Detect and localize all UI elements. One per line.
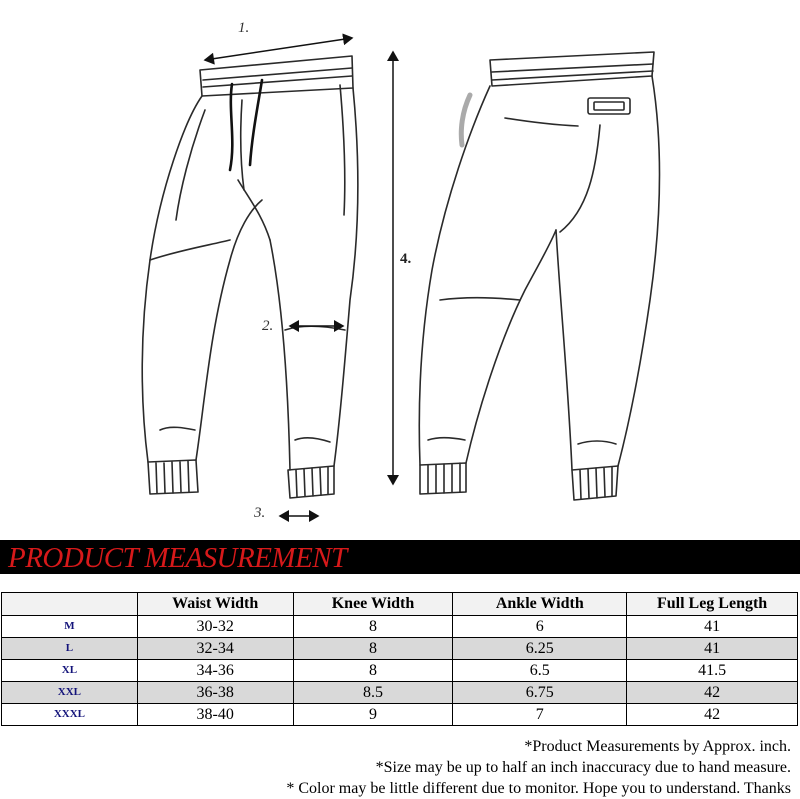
table-row <box>2 682 798 704</box>
waist-cell: 34-36 <box>137 660 293 682</box>
length-cell: 42 <box>627 682 798 704</box>
ankle-cell: 6.5 <box>453 660 627 682</box>
knee-cell: 8.5 <box>293 682 453 704</box>
product-measurement-banner <box>0 540 800 574</box>
length-cell: 41.5 <box>627 660 798 682</box>
size-cell: XXXL <box>2 704 138 726</box>
ankle-cell: 6 <box>453 616 627 638</box>
table-row <box>2 616 798 638</box>
ankle-cell: 6.25 <box>453 638 627 660</box>
header-cell-length: Full Leg Length <box>627 593 798 616</box>
knee-cell: 8 <box>293 616 453 638</box>
measurement-notes <box>286 736 791 799</box>
table-row <box>2 660 798 682</box>
measurement-arrows <box>205 38 393 516</box>
back-view <box>419 52 659 500</box>
front-view <box>142 56 358 498</box>
measure-label-waist: 1. <box>238 20 250 36</box>
size-cell: XXL <box>2 682 138 704</box>
measure-label-ankle: 3. <box>254 505 266 521</box>
header-cell-ankle: Ankle Width <box>453 593 627 616</box>
note-color: * Color may be little different due to monitor. Hope you to understand. Thanks <box>286 780 791 797</box>
ankle-cell: 6.75 <box>453 682 627 704</box>
table-row <box>2 704 798 726</box>
knee-cell: 8 <box>293 638 453 660</box>
note-approx-inch: *Product Measurements by Approx. inch. <box>524 738 791 755</box>
measure-label-length: 4. <box>400 251 412 267</box>
length-cell: 42 <box>627 704 798 726</box>
length-cell: 41 <box>627 616 798 638</box>
note-inaccuracy: *Size may be up to half an inch inaccuracy due to hand measure. <box>375 759 791 776</box>
size-chart-table <box>1 592 798 726</box>
size-cell: L <box>2 638 138 660</box>
waist-cell: 32-34 <box>137 638 293 660</box>
waist-cell: 36-38 <box>137 682 293 704</box>
table-header-row <box>2 593 798 616</box>
size-cell: XL <box>2 660 138 682</box>
ankle-cell: 7 <box>453 704 627 726</box>
header-cell-waist: Waist Width <box>137 593 293 616</box>
size-cell: M <box>2 616 138 638</box>
waist-cell: 38-40 <box>137 704 293 726</box>
knee-cell: 8 <box>293 660 453 682</box>
knee-cell: 9 <box>293 704 453 726</box>
header-cell-size <box>2 593 138 616</box>
measure-label-knee: 2. <box>262 318 274 334</box>
waist-cell: 30-32 <box>137 616 293 638</box>
table-row <box>2 638 798 660</box>
header-cell-knee: Knee Width <box>293 593 453 616</box>
banner-title: PRODUCT MEASUREMENT <box>8 542 347 574</box>
length-cell: 41 <box>627 638 798 660</box>
